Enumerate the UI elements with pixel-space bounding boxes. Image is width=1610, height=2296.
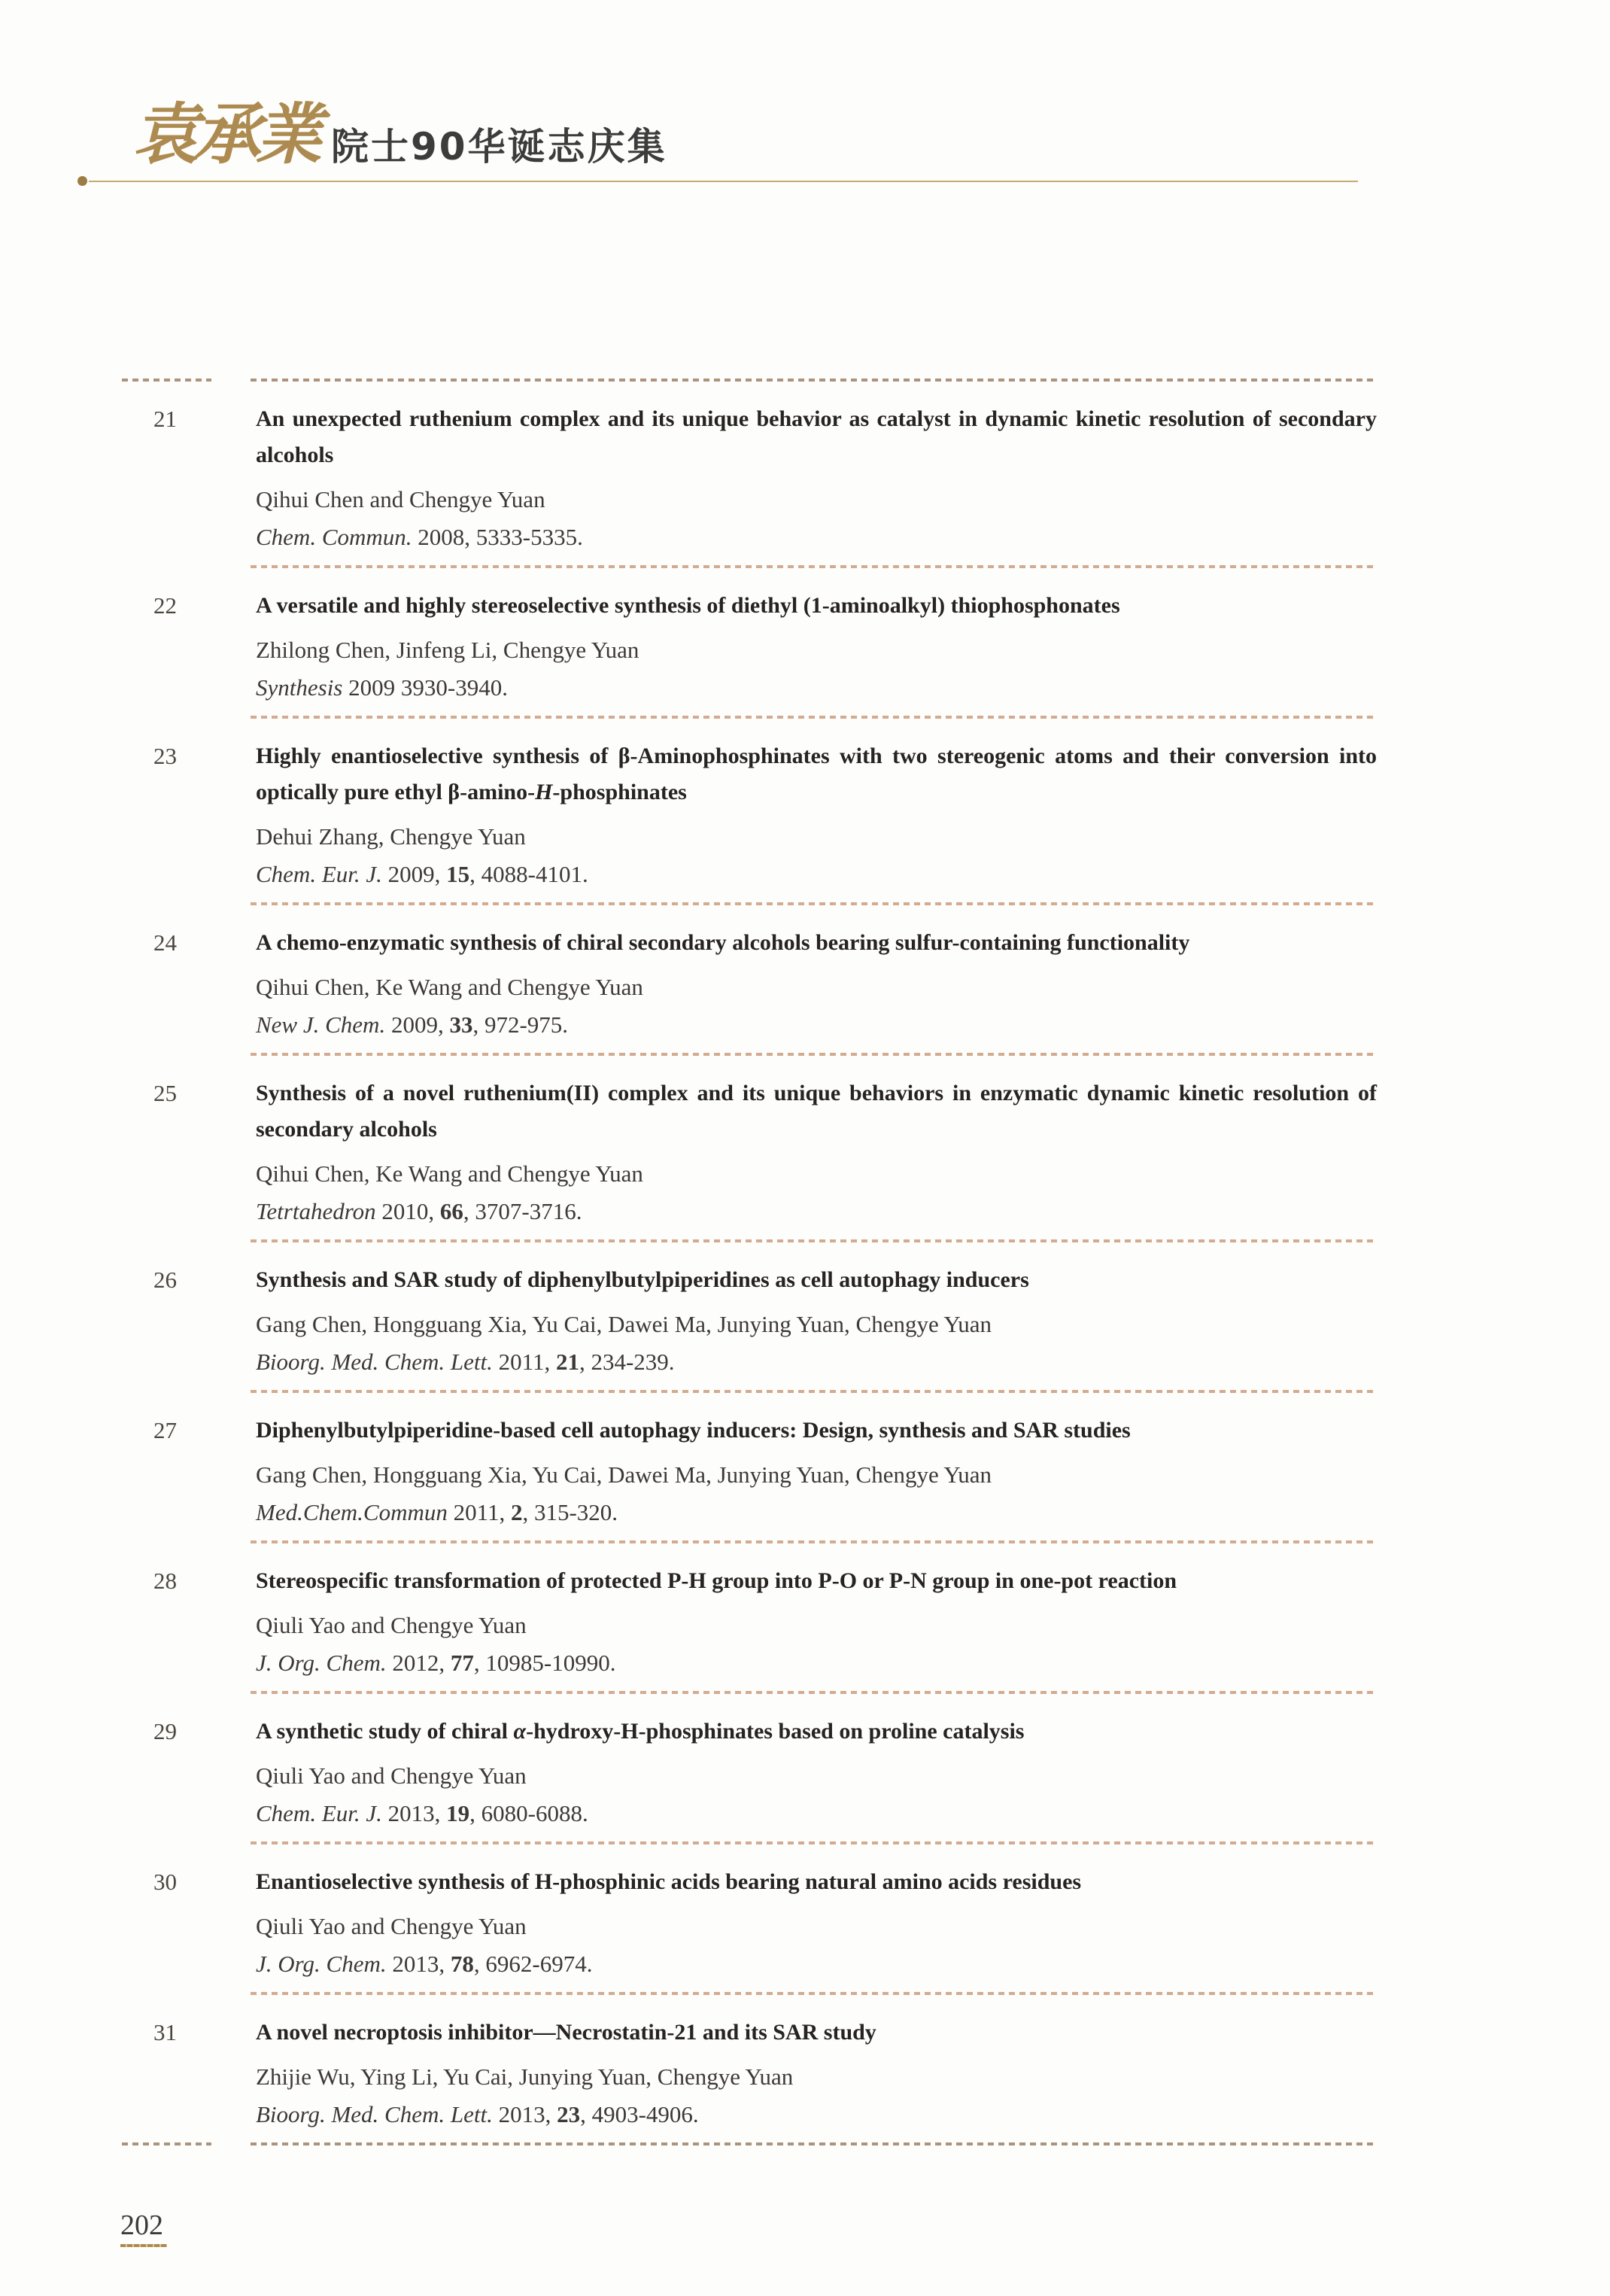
entry-number: 28 [153, 1568, 177, 1594]
entry-citation: New J. Chem. 2009, 33, 972-975. [256, 1011, 569, 1038]
entry-number: 23 [153, 743, 177, 769]
publication-entry [0, 1393, 1610, 1540]
entry-authors: Qihui Chen and Chengye Yuan [256, 486, 545, 512]
publication-entry [0, 1543, 1610, 1691]
publication-list [0, 379, 1610, 2145]
entry-authors: Gang Chen, Hongguang Xia, Yu Cai, Dawei Ma, Junying Yuan, Chengye Yuan [256, 1311, 992, 1337]
entry-citation: Bioorg. Med. Chem. Lett. 2011, 21, 234-239. [256, 1349, 675, 1375]
entry-number: 27 [153, 1417, 177, 1443]
publication-entry [0, 568, 1610, 716]
publication-entry [0, 1844, 1610, 1992]
publication-entry [0, 1694, 1610, 1841]
entry-authors: Dehui Zhang, Chengye Yuan [256, 823, 526, 850]
entry-citation: Chem. Commun. 2008, 5333-5335. [256, 524, 583, 550]
publication-entry [0, 382, 1610, 565]
publication-entry [0, 1056, 1610, 1239]
entry-body [256, 1714, 1377, 1832]
entry-title: A novel necroptosis inhibitor—Necrostatin-21 and its SAR study [256, 2020, 876, 2045]
entry-number: 26 [153, 1267, 177, 1293]
entry-body [256, 925, 1377, 1044]
publication-entry [0, 905, 1610, 1053]
list-bottom-separator [122, 2142, 1610, 2145]
entry-citation: Chem. Eur. J. 2013, 19, 6080-6088. [256, 1800, 588, 1826]
entry-number: 22 [153, 592, 177, 619]
entry-title: Enantioselective synthesis of H-phosphinic acids bearing natural amino acids residues [256, 1869, 1082, 1894]
entry-number: 21 [153, 406, 177, 432]
entry-number: 25 [153, 1080, 177, 1106]
entry-citation: Synthesis 2009 3930-3940. [256, 674, 508, 701]
rule-dot-icon [77, 176, 87, 186]
entry-authors: Zhilong Chen, Jinfeng Li, Chengye Yuan [256, 637, 639, 663]
entry-body [256, 401, 1377, 556]
entry-title: A versatile and highly stereoselective synthesis of diethyl (1-aminoalkyl) thiophosphonates [256, 593, 1120, 618]
entry-body [256, 588, 1377, 707]
entry-title: Highly enantioselective synthesis of β-Aminophosphinates with two stereogenic atoms and their conversion into optically pure ethyl β-amino-H-phosphinates [256, 744, 1377, 804]
entry-title: Diphenylbutylpiperidine-based cell autophagy inducers: Design, synthesis and SAR studies [256, 1418, 1131, 1443]
page-footer [120, 2209, 167, 2247]
entry-body [256, 1075, 1377, 1230]
separator-short-segment [122, 379, 211, 382]
entry-body [256, 1563, 1377, 1682]
entry-number: 24 [153, 929, 177, 956]
entry-title: A synthetic study of chiral α-hydroxy-H-phosphinates based on proline catalysis [256, 1719, 1025, 1744]
separator-long-segment [251, 2142, 1377, 2145]
separator-short-segment [122, 2142, 211, 2145]
entry-authors: Qihui Chen, Ke Wang and Chengye Yuan [256, 974, 643, 1000]
header-subtitle: 院士90华诞志庆集 [331, 125, 667, 169]
entry-citation: Chem. Eur. J. 2009, 15, 4088-4101. [256, 861, 588, 887]
separator-long-segment [251, 379, 1377, 382]
entry-number: 30 [153, 1869, 177, 1895]
entry-citation: J. Org. Chem. 2013, 78, 6962-6974. [256, 1951, 593, 1977]
entry-authors: Qiuli Yao and Chengye Yuan [256, 1612, 527, 1638]
entry-title: Synthesis and SAR study of diphenylbutylpiperidines as cell autophagy inducers [256, 1267, 1029, 1292]
calligraphy-logo: 袁承業 [132, 95, 318, 173]
entry-citation: Med.Chem.Commun 2011, 2, 315-320. [256, 1499, 618, 1525]
entry-body [256, 1262, 1377, 1381]
publication-entry [0, 1995, 1610, 2142]
entry-number: 31 [153, 2019, 177, 2045]
entry-authors: Qiuli Yao and Chengye Yuan [256, 1762, 527, 1789]
publication-entry [0, 1242, 1610, 1390]
entry-citation: J. Org. Chem. 2012, 77, 10985-10990. [256, 1650, 616, 1676]
entry-number: 29 [153, 1718, 177, 1744]
entry-citation: Tetrtahedron 2010, 66, 3707-3716. [256, 1198, 582, 1224]
publication-entry [0, 719, 1610, 902]
entry-title: Synthesis of a novel ruthenium(II) complex and its unique behaviors in enzymatic dynamic kinetic resolution of secondary alcohols [256, 1081, 1377, 1142]
entry-citation: Bioorg. Med. Chem. Lett. 2013, 23, 4903-4906. [256, 2101, 699, 2127]
entry-body [256, 2015, 1377, 2133]
entry-authors: Gang Chen, Hongguang Xia, Yu Cai, Dawei Ma, Junying Yuan, Chengye Yuan [256, 1461, 992, 1488]
entry-body [256, 1413, 1377, 1531]
entry-authors: Zhijie Wu, Ying Li, Yu Cai, Junying Yuan, Chengye Yuan [256, 2063, 794, 2090]
page-number-rule [120, 2244, 167, 2247]
entry-body [256, 1864, 1377, 1983]
entry-authors: Qiuli Yao and Chengye Yuan [256, 1913, 527, 1939]
entry-authors: Qihui Chen, Ke Wang and Chengye Yuan [256, 1160, 643, 1187]
page-number: 202 [120, 2209, 163, 2241]
page-header [0, 0, 1610, 226]
entry-title: A chemo-enzymatic synthesis of chiral secondary alcohols bearing sulfur-containing functionality [256, 930, 1190, 955]
entry-title: Stereospecific transformation of protected P-H group into P-O or P-N group in one-pot reaction [256, 1568, 1177, 1593]
rule-line [89, 181, 1358, 182]
entry-title: An unexpected ruthenium complex and its unique behavior as catalyst in dynamic kinetic resolution of secondary alcohols [256, 406, 1377, 467]
entry-body [256, 738, 1377, 893]
header-rule [77, 176, 1358, 186]
header-logo-row [132, 89, 667, 179]
